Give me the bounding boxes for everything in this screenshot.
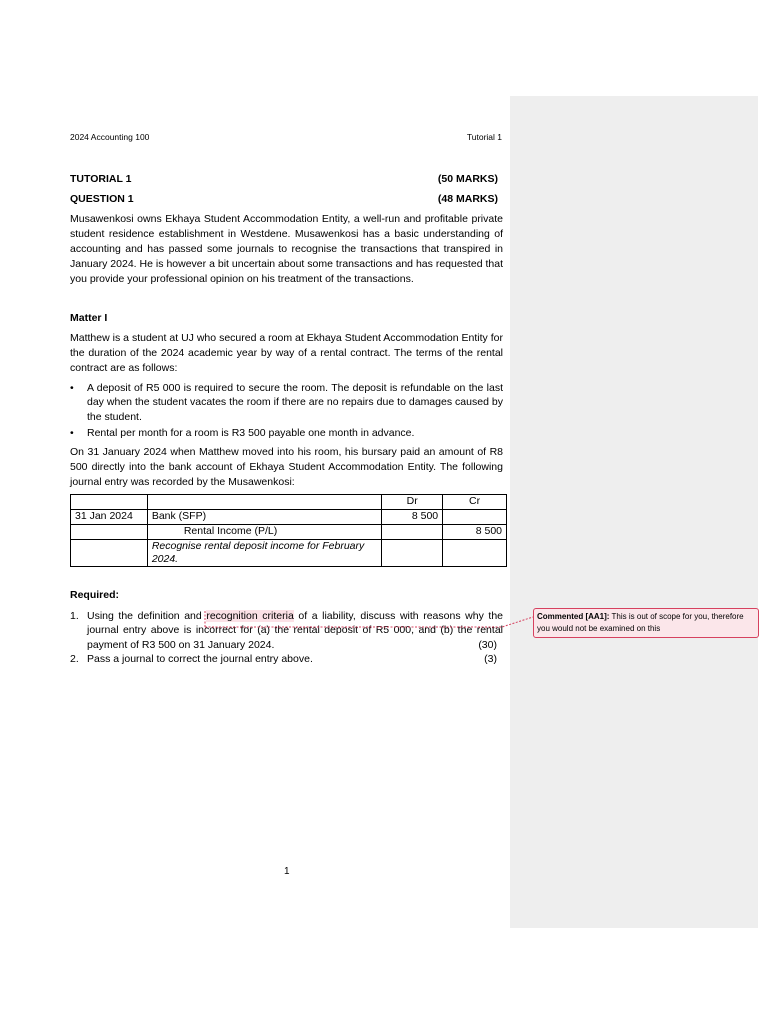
header-account [147,495,381,510]
question-title: QUESTION 1 [70,193,134,205]
header-dr: Dr [382,495,443,510]
tutorial-title: TUTORIAL 1 [70,173,132,185]
row-dr: 8 500 [382,510,443,525]
item-text: Pass a journal to correct the journal entry above. [87,652,313,665]
list-item: • A deposit of R5 000 is required to secure the room. The deposit is refundable on the last day when the student vacates the room if there are no repairs due to damages caused by the student. [70,382,503,423]
comment-label: Commented [AA1]: [537,612,610,621]
item-marks: (3) [484,652,497,665]
list-item-text: Rental per month for a room is R3 500 payable one month in advance. [87,426,415,439]
item-number: 1. [70,610,79,622]
matter-text-2: On 31 January 2024 when Matthew moved into his room, his bursary paid an amount of R8 500 directly into the bank account of Ekhaya Student Accommodation Entity. The following journal entry was recorded by the Musawenkosi: [70,446,503,488]
row-cr: 8 500 [443,525,507,540]
intro-text: Musawenkosi owns Ekhaya Student Accommodation Entity, a well-run and profitable private student residence establishment in Westdene. Musawenkosi has a basic understanding of accounting and has passed some journals to recognise the transactions that transpired in January 2024. He is however a bit uncertain about some transactions and has requested that you provide your professional opinion on his treatment of the transactions. [70,213,503,285]
page-number: 1 [284,866,290,877]
item-text-end: of a liability, discuss with reasons why the journal entry above is incorrect for (a) the rental deposit of R5 000, and (b) the rental payment of R3 500 on 31 January 2024. [87,610,504,651]
header-date [71,495,148,510]
intro-paragraph [70,212,503,287]
matter-paragraph-1 [70,331,503,376]
row-date [71,525,148,540]
row-date: 31 Jan 2024 [71,510,148,525]
list-item [70,652,503,666]
item-text-start: Using the definition and [87,610,207,622]
item-number: 2. [70,652,79,665]
journal-table [70,494,507,567]
question-marks: (48 MARKS) [437,193,498,205]
matter-paragraph-2 [70,445,503,490]
row-date [71,540,148,567]
table-header-row [71,495,507,510]
header-course: 2024 Accounting 100 [70,132,150,142]
row-cr [443,540,507,567]
header-cr: Cr [443,495,507,510]
table-row [71,510,507,525]
row-dr [382,525,443,540]
comment-balloon[interactable] [533,608,759,638]
header-tutorial: Tutorial 1 [466,132,502,142]
matter-text-1: Matthew is a student at UJ who secured a room at Ekhaya Student Accommodation Entity for the duration of the 2024 academic year by way of a rental contract. The terms of the rental contract are as follows: [70,332,503,374]
tutorial-marks: (50 MARKS) [437,173,498,185]
row-account: Bank (SFP) [147,510,381,525]
required-title: Required: [70,589,120,601]
row-account: Rental Income (P/L) [147,525,381,540]
row-dr [382,540,443,567]
comment-connector [200,606,540,636]
terms-list [70,381,503,442]
row-cr [443,510,507,525]
list-item-text: A deposit of R5 000 is required to secure the room. The deposit is refundable on the last day when the student vacates the room if there are no repairs due to damages caused by the student. [87,382,503,423]
list-item: • Rental per month for a room is R3 500 payable one month in advance. [70,426,415,439]
row-narration: Recognise rental deposit income for February 2024. [147,540,381,567]
table-row [71,540,507,567]
comment-pane [510,96,758,928]
comment-anchor-highlight[interactable]: recognition criteria [206,610,294,622]
table-row [71,525,507,540]
matter-title: Matter I [70,312,108,324]
item-marks: (30) [478,638,497,651]
connector-line [205,611,533,627]
comment-text: This is out of scope for you, therefore you would not be examined on this [537,612,744,633]
